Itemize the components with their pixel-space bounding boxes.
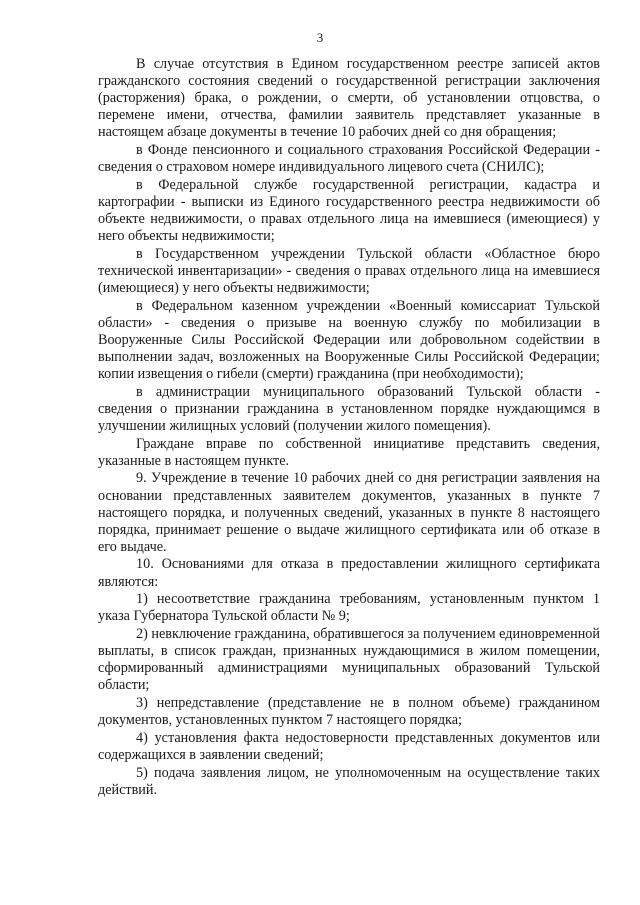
paragraph-pension-fund: в Фонде пенсионного и социального страхования Российской Федерации - сведения о страховом номере индивидуального лицевого счета (СНИЛС);: [98, 142, 600, 176]
paragraph-item-10: 10. Основаниями для отказа в предоставлении жилищного сертификата являются:: [98, 556, 600, 590]
paragraph-own-initiative: Граждане вправе по собственной инициативе представить сведения, указанные в настоящем пункте.: [98, 435, 600, 469]
refusal-ground-4: 4) установления факта недостоверности представленных документов или содержащихся в заявлении сведений;: [98, 729, 600, 763]
refusal-ground-5: 5) подача заявления лицом, не уполномоченным на осуществление таких действий.: [98, 764, 600, 798]
paragraph-military-commissariat: в Федеральном казенном учреждении «Военный комиссариат Тульской области» - сведения о призыве на военную службу по мобилизации в Вооруженные Силы Российской Федерации или добровольном содействии в выполнении задач, возложенных на Вооруженные Силы Российской Федерации; копии извещения о гибели (смерти) гражданина (при необходимости);: [98, 297, 600, 383]
refusal-ground-2: 2) невключение гражданина, обратившегося за получением единовременной выплаты, в список граждан, признанных нуждающимися в жилом помещении, сформированный администрациями муниципальных образований Тульской области;: [98, 626, 600, 694]
paragraph-bti: в Государственном учреждении Тульской области «Областное бюро технической инвентаризации» - сведения о правах отдельного лица на имевшиеся (имеющиеся) у него объекты недвижимости;: [98, 245, 600, 296]
paragraph-absence-of-records: В случае отсутствия в Едином государственном реестре записей актов гражданского состояния сведений о государственной регистрации заключения (расторжения) брака, о рождении, о смерти, об установлении отцовства, о перемене имени, отчества, фамилии заявитель представляет указанные в настоящем абзаце документы в течение 10 рабочих дней со дня обращения;: [98, 56, 600, 141]
paragraph-municipal-administration: в администрации муниципального образований Тульской области - сведения о признании гражданина в установленном порядке нуждающимся в улучшении жилищных условий (получении жилого помещения).: [98, 383, 600, 434]
refusal-ground-1: 1) несоответствие гражданина требованиям, установленным пунктом 1 указа Губернатора Тульской области № 9;: [98, 591, 600, 625]
paragraph-rosreestr: в Федеральной службе государственной регистрации, кадастра и картографии - выписки из Единого государственного реестра недвижимости об объекте недвижимости, о правах отдельного лица на имевшиеся (имеющиеся) у него объекты недвижимости;: [98, 176, 600, 245]
paragraph-item-9: 9. Учреждение в течение 10 рабочих дней со дня регистрации заявления на основании представленных заявителем документов, указанных в пункте 7 настоящего порядка, и полученных сведений, указанных в пункте 8 настоящего порядка, принимает решение о выдаче жилищного сертификата или об отказе в его выдаче.: [98, 470, 600, 555]
refusal-ground-3: 3) непредставление (представление не в полном объеме) гражданином документов, установленных пунктом 7 настоящего порядка;: [98, 695, 600, 729]
page-number: 3: [316, 30, 324, 45]
document-body: [98, 56, 600, 799]
